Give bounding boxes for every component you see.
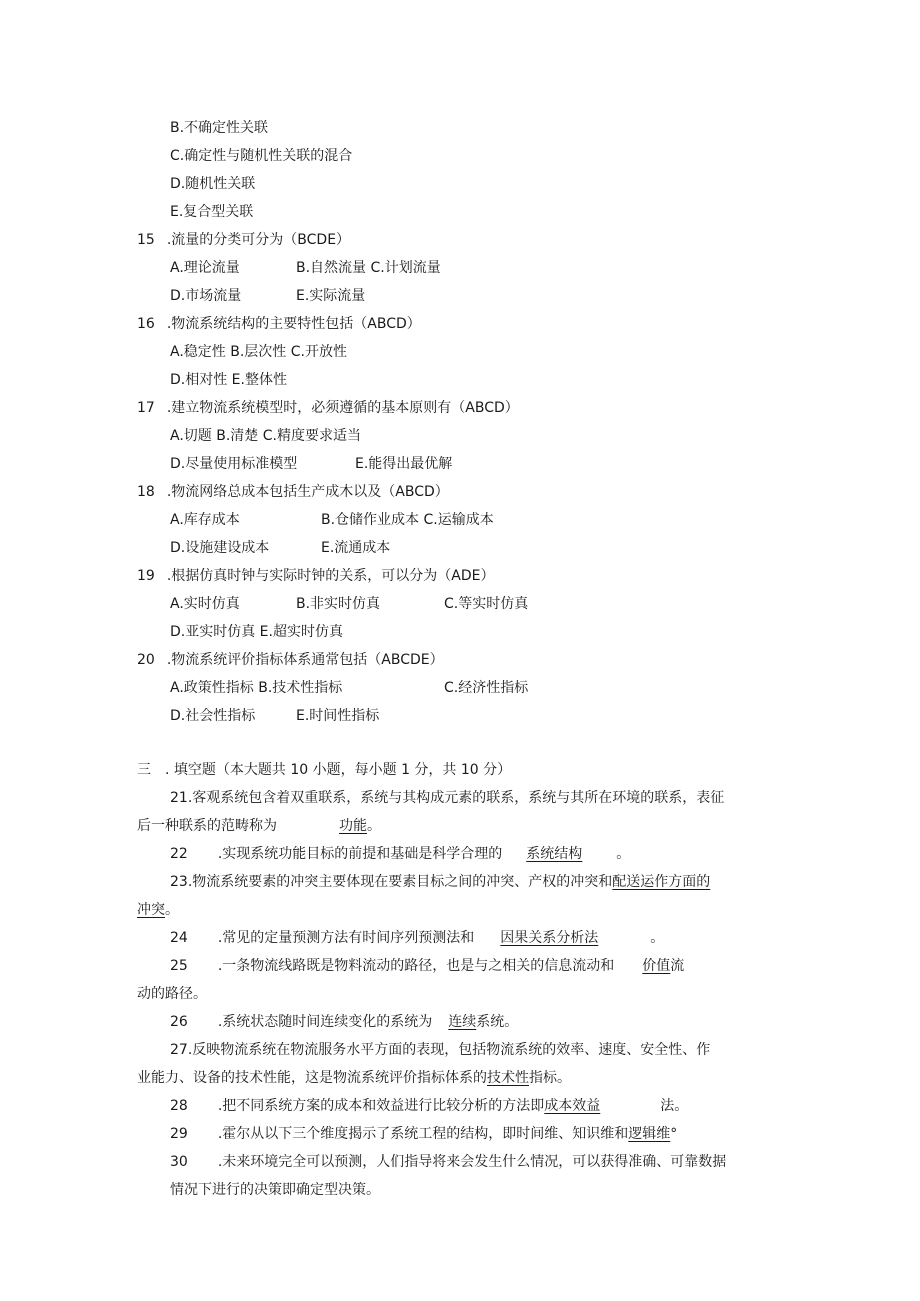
question-25-line2: 动的路径。 bbox=[137, 986, 207, 1002]
question-text: .反映物流系统在物流服务水平方面的表现，包括物流系统的效率、速度、安全性、作 bbox=[187, 1042, 711, 1058]
section-number: 三 bbox=[137, 762, 151, 778]
question-22 bbox=[170, 844, 630, 864]
fill-answer-cont: 冲突 bbox=[137, 902, 165, 918]
question-text: .系统状态随时间连续变化的系统为 bbox=[217, 1014, 433, 1030]
question-27 bbox=[170, 1040, 710, 1060]
question-number: 18 bbox=[137, 484, 155, 500]
question-text: .物流系统要素的冲突主要体现在要素目标之间的冲突、产权的冲突和 bbox=[187, 874, 613, 890]
question-number: 27 bbox=[170, 1042, 188, 1058]
fill-answer: 成本效益 bbox=[544, 1098, 601, 1114]
question-stem: .物流网络总成本包括生产成木以及（ABCD） bbox=[166, 484, 449, 500]
option-e: E.时间性指标 bbox=[296, 708, 380, 724]
option-e: E.流通成本 bbox=[321, 540, 391, 556]
question-stem: .根据仿真时钟与实际时钟的关系，可以分为（ADE） bbox=[166, 568, 495, 584]
question-number: 26 bbox=[170, 1014, 188, 1030]
question-number: 22 bbox=[170, 846, 188, 862]
question-25 bbox=[170, 956, 684, 976]
question-28 bbox=[170, 1096, 688, 1116]
option-d: D.市场流量 bbox=[170, 288, 242, 304]
question-number: 21 bbox=[170, 790, 188, 806]
question-text: 业能力、设备的技术性能，这是物流系统评价指标体系的 bbox=[137, 1070, 487, 1086]
question-19 bbox=[137, 566, 494, 586]
option-c: C.等实时仿真 bbox=[444, 596, 529, 612]
option-de: D.亚实时仿真 E.超实时仿真 bbox=[170, 624, 343, 640]
question-number: 16 bbox=[137, 316, 155, 332]
option-d: D.设施建设成本 bbox=[170, 540, 270, 556]
question-text: .霍尔从以下三个维度揭示了系统工程的结构，即时间维、知识维和 bbox=[217, 1126, 629, 1142]
option-e: E.能得出最优解 bbox=[355, 456, 453, 472]
question-27-line2 bbox=[137, 1068, 571, 1088]
question-18 bbox=[137, 482, 449, 502]
fill-answer: 技术性 bbox=[487, 1070, 529, 1086]
option-a: A.库存成本 bbox=[170, 512, 240, 528]
question-number: 19 bbox=[137, 568, 155, 584]
question-text-after: 法。 bbox=[660, 1098, 689, 1114]
question-24 bbox=[170, 928, 664, 948]
punctuation: 。 bbox=[650, 930, 665, 946]
question-number: 17 bbox=[137, 400, 155, 416]
question-30 bbox=[170, 1152, 726, 1172]
option-a: A.理论流量 bbox=[170, 260, 240, 276]
fill-answer: 因果关系分析法 bbox=[500, 930, 599, 946]
question-number: 28 bbox=[170, 1098, 188, 1114]
question-text-after: 指标。 bbox=[529, 1070, 571, 1086]
question-text: .客观系统包含着双重联系，系统与其构成元素的联系，系统与其所在环境的联系，表征 bbox=[187, 790, 725, 806]
option-e: E.复合型关联 bbox=[170, 204, 254, 220]
question-21 bbox=[170, 788, 724, 808]
question-stem: .建立物流系统模型时，必须遵循的基本原则有（ABCD） bbox=[166, 400, 519, 416]
option-b: B.不确定性关联 bbox=[170, 120, 269, 136]
question-text: 后一种联系的范畴称为 bbox=[137, 818, 277, 834]
section-title: . 填空题（本大题共 10 小题，每小题 1 分，共 10 分） bbox=[165, 762, 512, 778]
question-21-line2 bbox=[137, 816, 381, 836]
option-bc: B.自然流量 C.计划流量 bbox=[296, 260, 441, 276]
question-text-after: 流 bbox=[670, 958, 685, 974]
fill-answer: 配送运作方面的 bbox=[612, 874, 711, 890]
option-ab: A.政策性指标 B.技术性指标 bbox=[170, 680, 343, 696]
option-abc: A.稳定性 B.层次性 C.开放性 bbox=[170, 344, 347, 360]
section-heading bbox=[137, 760, 511, 780]
question-16 bbox=[137, 314, 421, 334]
question-number: 29 bbox=[170, 1126, 188, 1142]
question-23 bbox=[170, 872, 710, 892]
punctuation: 。 bbox=[165, 902, 179, 918]
option-abc: A.切题 B.清楚 C.精度要求适当 bbox=[170, 428, 361, 444]
fill-answer: 价值 bbox=[642, 958, 671, 974]
question-number: 30 bbox=[170, 1154, 188, 1170]
option-d: D.社会性指标 bbox=[170, 708, 256, 724]
fill-answer: 功能 bbox=[339, 818, 367, 834]
question-text: .实现系统功能目标的前提和基础是科学合理的 bbox=[217, 846, 503, 862]
question-stem: .物流系统评价指标体系通常包括（ABCDE） bbox=[166, 652, 444, 668]
option-d: D.尽量使用标准模型 bbox=[170, 456, 298, 472]
option-bc: B.仓储作业成本 C.运输成本 bbox=[321, 512, 494, 528]
question-stem: .流量的分类可分为（BCDE） bbox=[166, 232, 351, 248]
question-23-line2 bbox=[137, 900, 179, 920]
option-b: B.非实时仿真 bbox=[296, 596, 381, 612]
fill-answer: 逻辑维 bbox=[628, 1126, 671, 1142]
question-stem: .物流系统结构的主要特性包括（ABCD） bbox=[166, 316, 421, 332]
question-number: 24 bbox=[170, 930, 188, 946]
question-text: .一条物流线路既是物料流动的路径，也是与之相关的信息流动和 bbox=[217, 958, 615, 974]
option-c: C.经济性指标 bbox=[444, 680, 529, 696]
question-26 bbox=[170, 1012, 518, 1032]
question-20 bbox=[137, 650, 444, 670]
question-text-after: ° bbox=[670, 1126, 678, 1142]
option-c: C.确定性与随机性关联的混合 bbox=[170, 148, 353, 164]
punctuation: 。 bbox=[367, 818, 381, 834]
option-e: E.实际流量 bbox=[296, 288, 366, 304]
question-17 bbox=[137, 398, 519, 418]
fill-answer: 系统结构 bbox=[526, 846, 583, 862]
fill-answer: 连续 bbox=[448, 1014, 477, 1030]
punctuation: 。 bbox=[616, 846, 631, 862]
question-number: 15 bbox=[137, 232, 155, 248]
option-d: D.随机性关联 bbox=[170, 176, 256, 192]
question-text: .常见的定量预测方法有时间序列预测法和 bbox=[217, 930, 475, 946]
question-text: .把不同系统方案的成本和效益进行比较分析的方法即 bbox=[217, 1098, 545, 1114]
question-text: .未来环境完全可以预测，人们指导将来会发生什么情况，可以获得准确、可靠数据 bbox=[217, 1154, 727, 1170]
option-de: D.相对性 E.整体性 bbox=[170, 372, 287, 388]
question-30-line2: 情况下进行的决策即确定型决策。 bbox=[170, 1182, 380, 1198]
question-number: 20 bbox=[137, 652, 155, 668]
question-29 bbox=[170, 1124, 677, 1144]
question-number: 23 bbox=[170, 874, 188, 890]
question-text-after: 系统。 bbox=[476, 1014, 519, 1030]
question-number: 25 bbox=[170, 958, 188, 974]
option-a: A.实时仿真 bbox=[170, 596, 240, 612]
question-15 bbox=[137, 230, 350, 250]
